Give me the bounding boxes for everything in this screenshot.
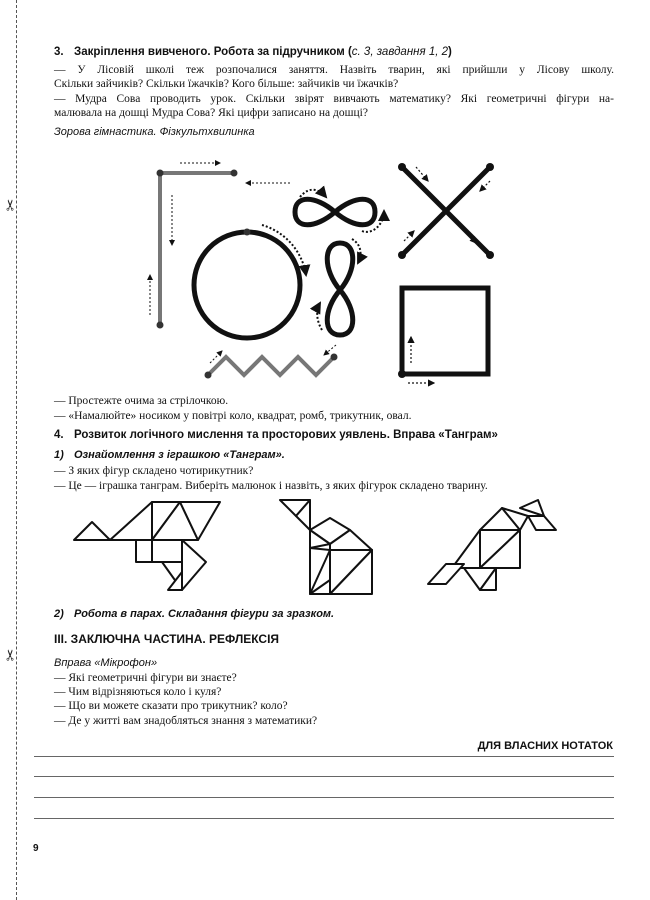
item3-title: Закріплення вивченого. Робота за підручником ( — [74, 46, 352, 58]
subitem-1-text: Ознайомлення з іграшкою «Танграм». — [74, 449, 285, 461]
paragraph-1-line-1: — У Лісовій школі теж розпочалися заняття. Назвіть тварин, які прийшли у Лісову школу. — [54, 64, 614, 76]
paragraph-2-line-2: малювала на дошці Мудра Сова? Які цифри записано на дошці? — [54, 107, 368, 119]
square-drawing — [398, 288, 488, 383]
cut-line — [16, 0, 17, 900]
tangram-bird-1 — [70, 498, 230, 598]
item3-number: 3. — [54, 46, 64, 58]
tangram-bird-2 — [276, 496, 382, 598]
notes-line — [34, 776, 614, 777]
item4-heading — [54, 429, 498, 441]
vertical-eight-drawing — [317, 239, 360, 335]
notes-line — [34, 818, 614, 819]
trace-instruction-2: — «Намалюйте» носиком у повітрі коло, квадрат, ромб, трикутник, овал. — [54, 410, 412, 422]
paragraph-2-line-1: — Мудра Сова проводить урок. Скільки звірят вивчають математику? Які геометричні фігури на- — [54, 93, 614, 105]
microphone-label: Вправа «Мікрофон» — [54, 657, 158, 669]
scissors-icon: ✂ — [1, 198, 20, 212]
corner-lines-drawing — [150, 163, 290, 329]
subitem-2-number: 2) — [54, 608, 64, 620]
page-number: 9 — [33, 843, 39, 854]
reflection-question: — Чим відрізняються коло і куля? — [54, 686, 222, 698]
subitem-2-text: Робота в парах. Складання фігури за зразком. — [74, 608, 335, 620]
item4-title: Розвиток логічного мислення та просторових уявлень. Вправа «Танграм» — [74, 429, 498, 441]
reflection-question: — Де у житті вам знадобляться знання з математики? — [54, 715, 318, 727]
subitem-1-number: 1) — [54, 449, 64, 461]
question-2: — Це — іграшка танграм. Виберіть малюнок і назвіть, з яких фігурок складено тварину. — [54, 480, 488, 492]
scissors-icon: ✂ — [1, 648, 20, 662]
eye-exercise-diagram — [140, 155, 500, 390]
item3-ref: с. 3, завдання 1, 2 — [351, 46, 448, 58]
item3-heading — [54, 46, 452, 58]
paragraph-1-line-2: Скільки зайчиків? Скільки їжачків? Кого більше: зайчиків чи їжачків? — [54, 78, 399, 90]
item4-number: 4. — [54, 429, 64, 441]
subitem-2 — [54, 608, 334, 620]
item3-close: ) — [448, 46, 452, 58]
question-1: — З яких фігур складено чотирикутник? — [54, 465, 254, 477]
reflection-question: — Які геометричні фігури ви знаєте? — [54, 672, 237, 684]
notes-line — [34, 797, 614, 798]
circle-drawing — [194, 225, 306, 338]
section-3-heading: ІІІ. ЗАКЛЮЧНА ЧАСТИНА. РЕФЛЕКСІЯ — [54, 632, 280, 646]
cross-drawing — [398, 163, 494, 259]
tangram-bird-3 — [424, 496, 574, 596]
zigzag-drawing — [205, 345, 338, 379]
horizontal-eight-drawing — [295, 190, 384, 232]
reflection-question: — Що ви можете сказати про трикутник? коло? — [54, 700, 288, 712]
notes-title: ДЛЯ ВЛАСНИХ НОТАТОК — [477, 740, 613, 752]
subitem-1 — [54, 449, 285, 461]
gymnastics-label: Зорова гімнастика. Фізкультхвилинка — [54, 126, 255, 138]
trace-instruction-1: — Простежте очима за стрілочкою. — [54, 395, 229, 407]
notes-line — [34, 756, 614, 757]
